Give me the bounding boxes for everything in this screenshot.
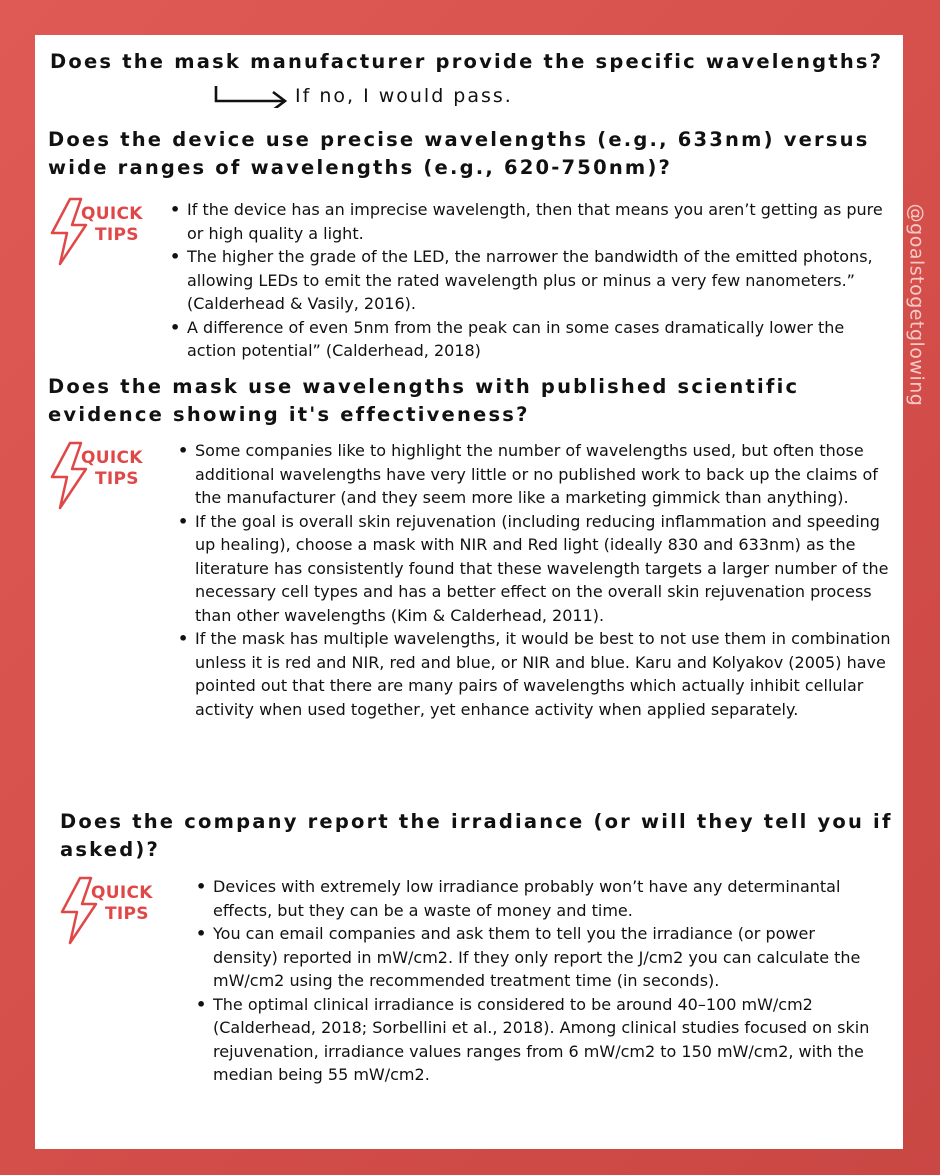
quick-tips-badge-2 xyxy=(50,441,160,511)
q1-answer: If no, I would pass. xyxy=(295,85,513,107)
social-handle-text: @goalstogetglowing xyxy=(905,203,928,407)
quick-label: QUICK xyxy=(81,448,143,468)
q1-answer-row xyxy=(213,82,513,110)
tips-label: TIPS xyxy=(105,904,149,924)
tips-label: TIPS xyxy=(95,469,139,489)
list-item: • If the device has an imprecise wavelength, then that means you aren’t getting as pure or high quality a light. xyxy=(167,198,887,245)
list-item: • A difference of even 5nm from the peak can in some cases dramatically lower the action potential” (Calderhead, 2018) xyxy=(167,316,887,363)
social-handle xyxy=(901,190,931,420)
quick-tips-badge-3 xyxy=(60,876,170,946)
tips-list-1 xyxy=(167,198,887,363)
list-item: • The higher the grade of the LED, the narrower the bandwidth of the emitted photons, allowing LEDs to emit the rated wavelength plus or minus a very few nanometers.” (Calderhead & Vasily, 2016). xyxy=(167,245,887,316)
quick-label: QUICK xyxy=(81,204,143,224)
list-item: • Devices with extremely low irradiance probably won’t have any determinantal effects, but they can be a waste of money and time. xyxy=(193,875,873,922)
tips-label: TIPS xyxy=(95,225,139,245)
heading-q2: Does the device use precise wavelengths (e.g., 633nm) versus wide ranges of wavelengths (e.g., 620-750nm)? xyxy=(48,128,870,179)
quick-tips-badge-1 xyxy=(50,197,160,267)
tips-list-3 xyxy=(193,875,873,1087)
heading-q4: Does the company report the irradiance (or will they tell you if asked)? xyxy=(60,810,893,861)
list-item: • If the mask has multiple wavelengths, it would be best to not use them in combination unless it is red and NIR, red and blue, or NIR and blue. Karu and Kolyakov (2005) have pointed out that there are many pairs of wavelengths which actually inhibit cellular activity when used together, yet enhance activity when applied separately. xyxy=(175,627,900,721)
heading-q1: Does the mask manufacturer provide the specific wavelengths? xyxy=(50,50,884,73)
list-item: • If the goal is overall skin rejuvenation (including reducing inflammation and speeding up healing), choose a mask with NIR and Red light (ideally 830 and 633nm) as the literature has consistently found that these wavelength targets a larger number of the necessary cell types and has a better effect on the overall skin rejuvenation process than other wavelengths (Kim & Calderhead, 2011). xyxy=(175,510,900,628)
list-item: • Some companies like to highlight the number of wavelengths used, but often those additional wavelengths have very little or no published work to back up the claims of the manufacturer (and they seem more like a marketing gimmick than anything). xyxy=(175,439,900,510)
list-item: • The optimal clinical irradiance is considered to be around 40–100 mW/cm2 (Calderhead, 2018; Sorbellini et al., 2018). Among clinical studies focused on skin rejuvenation, irradiance values ranges from 6 mW/cm2 to 150 mW/cm2, with the median being 55 mW/cm2. xyxy=(193,993,873,1087)
heading-q3: Does the mask use wavelengths with published scientific evidence showing it's effectiveness? xyxy=(48,375,800,426)
tips-list-2 xyxy=(175,439,900,721)
arrow-right-icon xyxy=(213,84,289,108)
quick-label: QUICK xyxy=(91,883,153,903)
list-item: • You can email companies and ask them to tell you the irradiance (or power density) reported in mW/cm2. If they only report the J/cm2 you can calculate the mW/cm2 using the recommended treatment time (in seconds). xyxy=(193,922,873,993)
